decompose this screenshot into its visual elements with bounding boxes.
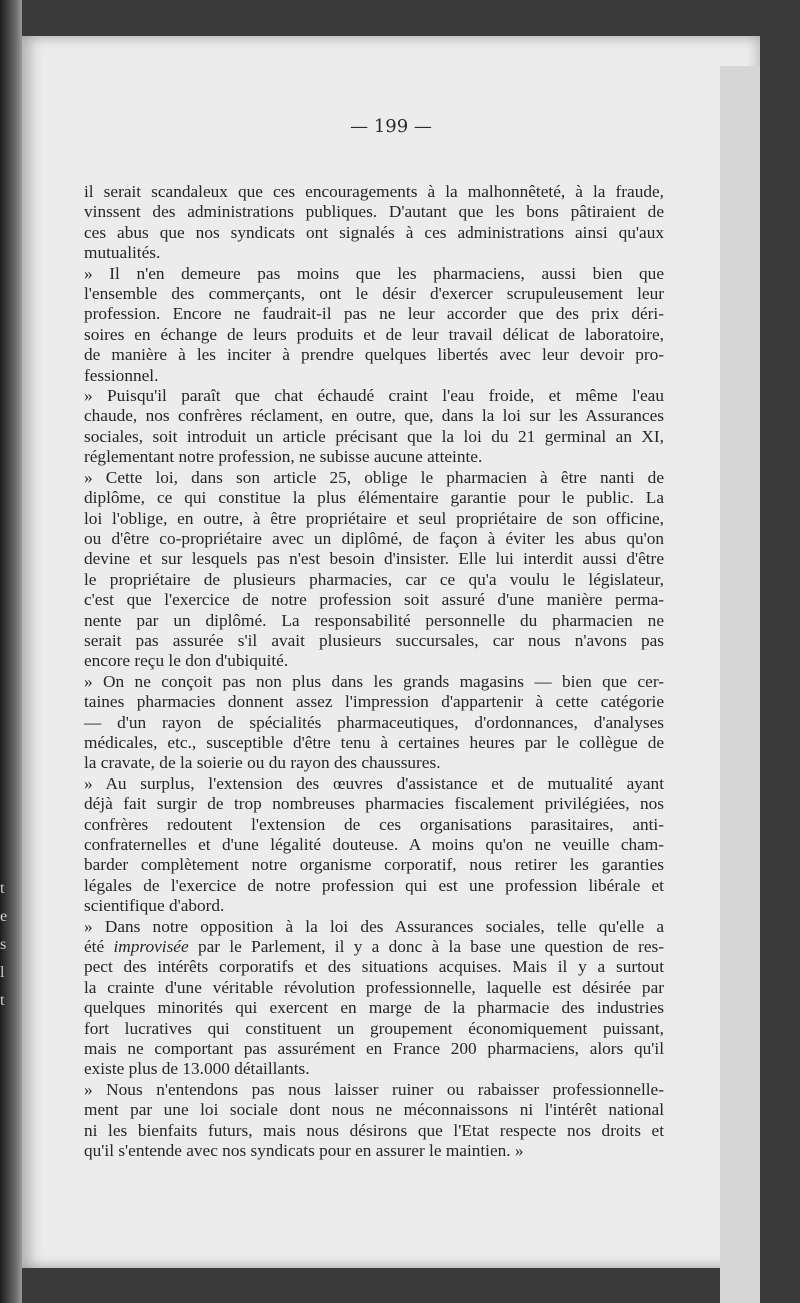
text-line: fessionnel. [84,365,159,385]
body-text [84,182,664,1162]
text-line: taines pharmacies donnent assez l'impression d'appartenir à cette catégorie [84,692,664,712]
text-line: légales de l'exercice de notre profession qui est une profession libérale et [84,875,664,895]
text-line: ces abus que nos syndicats ont signalés à ces administrations ainsi qu'aux [84,222,664,242]
book-spine [0,0,22,1303]
text-line: vinssent des administrations publiques. D'autant que les bons pâtiraient de [84,202,664,222]
text-line: » Dans notre opposition à la loi des Assurances sociales, telle qu'elle a [84,916,664,936]
text-line: ou d'être co-propriétaire avec un diplômé, de façon à éviter les abus qu'on [84,528,664,548]
text-line: soires en échange de leurs produits et de leur travail délicat de laboratoire, [84,324,664,344]
text-line: ni les bienfaits futurs, mais nous désirons que l'Etat respecte nos droits et [84,1120,664,1140]
text-line: le propriétaire de plusieurs pharmacies, car ce qu'a voulu le législateur, [84,569,664,589]
text-line: encore reçu le don d'ubiquité. [84,651,289,671]
text-line: barder complètement notre organisme corporatif, nous retirer les garanties [84,855,664,875]
text-line: déjà fait surgir de trop nombreuses pharmacies fiscalement privilégiées, nos [84,794,664,814]
text-line: mais ne comportant pas assurément en France 200 pharmaciens, alors qu'il [84,1039,664,1059]
text-line: — d'un rayon de spécialités pharmaceutiques, d'ordonnances, d'analyses [84,712,664,732]
text-line: » On ne conçoit pas non plus dans les grands magasins — bien que cer- [84,671,664,691]
text-line: nente par un diplômé. La responsabilité personnelle du pharmacien ne [84,610,664,630]
page-sheet [22,36,760,1268]
text-line: ment par une loi sociale dont nous ne méconnaissons ni l'intérêt national [84,1100,664,1120]
margin-letter: e [0,908,8,925]
text-line: la crainte d'une véritable révolution professionnelle, laquelle est désirée par [84,977,664,997]
text-line: serait pas assurée s'il avait plusieurs succursales, car nous n'avons pas [84,630,664,650]
text-line: confraternelles et d'une légalité douteuse. A moins qu'on ne veuille cham- [84,835,664,854]
facing-page-margin-letters [0,875,12,1015]
text-line: réglementant notre profession, ne subisse aucune atteinte. [84,447,483,467]
text-line: confrères redoutent l'extension de ces organisations parasitaires, anti- [84,814,664,834]
text-line: » Puisqu'il paraît que chat échaudé craint l'eau froide, et même l'eau [84,386,664,406]
text-line: devine et sur lesquels pas n'est besoin d'insister. Elle lui interdit aussi d'être [84,549,664,569]
text-line: il serait scandaleux que ces encouragements à la malhonnêteté, à la fraude, [84,182,664,201]
text-line: médicales, etc., susceptible d'être tenu à certaines heures par le collègue de [84,732,664,752]
text-line: l'ensemble des commerçants, ont le désir d'exercer scrupuleusement leur [84,284,664,304]
text-line: quelques minorités qui exercent en marge de la pharmacie des industries [84,998,664,1018]
page-number: — 199 — [350,116,432,137]
margin-letter: t [0,880,5,897]
text-line: scientifique d'abord. [84,896,225,916]
text-line: diplôme, ce qui constitue la plus élémentaire garantie pour le public. La [84,488,664,508]
page-edge [720,66,760,1303]
text-line: la cravate, de la soierie ou du rayon des chaussures. [84,753,441,773]
text-line: fort lucratives qui constituent un groupement économiquement puissant, [84,1018,664,1038]
text-line: sociales, soit introduit un article précisant que la loi du 21 germinal an XI, [84,426,664,446]
text-line: » Il n'en demeure pas moins que les pharmaciens, aussi bien que [84,263,664,283]
emphasis: improvisée [113,937,189,957]
text-line: c'est que l'exercice de notre profession soit assuré d'une manière perma- [84,590,664,610]
text-line: qu'il s'entende avec nos syndicats pour en assurer le maintien. » [84,1141,524,1161]
text-line: existe plus de 13.000 détaillants. [84,1059,310,1079]
text-line: » Nous n'entendons pas nous laisser ruiner ou rabaisser professionnelle- [84,1079,664,1099]
margin-letter: s [0,936,7,953]
text-line: chaude, nos confrères réclament, en outre, que, dans la loi sur les Assurances [84,406,664,426]
text-line: mutualités. [84,243,161,263]
text-line: » Cette loi, dans son article 25, oblige le pharmacien à être nanti de [84,467,664,487]
text-line: loi l'oblige, en outre, à être propriétaire et seul propriétaire de son officine, [84,508,664,528]
margin-letter: l [0,964,5,981]
text-line: pect des intérêts corporatifs et des situations acquises. Mais il y a surtout [84,957,664,977]
text-line: été improvisée par le Parlement, il y a donc à la base une question de res- [84,937,664,957]
text-line: profession. Encore ne faudrait-il pas ne leur accorder que des prix déri- [84,304,664,324]
text-line: de manière à les inciter à prendre quelques libertés avec leur devoir pro- [84,345,664,365]
margin-letter: t [0,992,5,1009]
text-line: » Au surplus, l'extension des œuvres d'assistance et de mutualité ayant [84,773,664,793]
